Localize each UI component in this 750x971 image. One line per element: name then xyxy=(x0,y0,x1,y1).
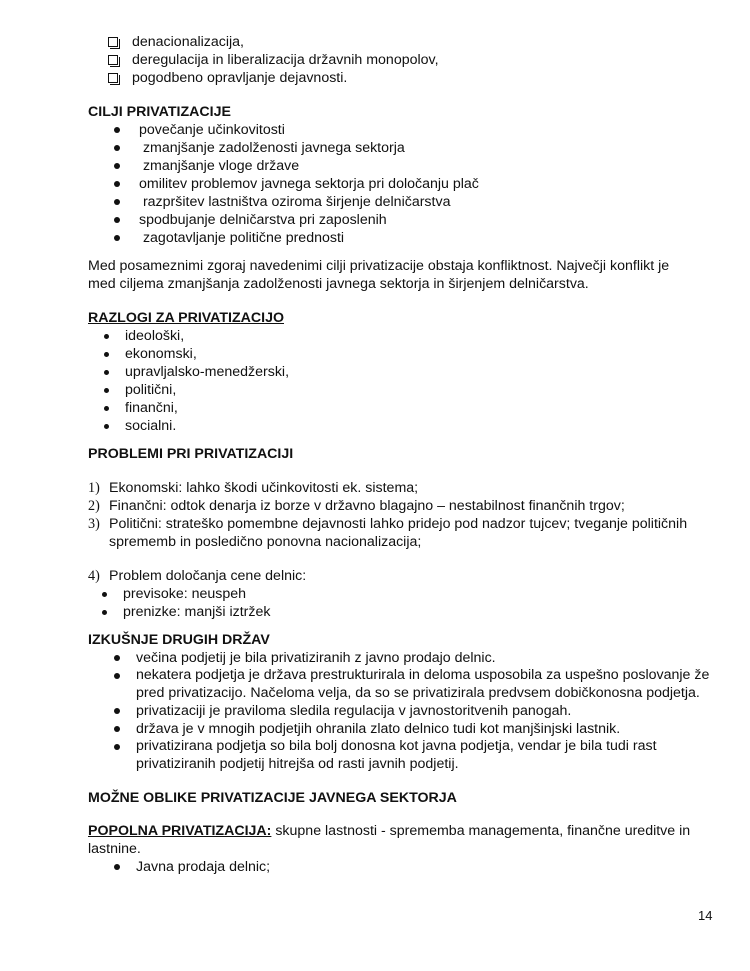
bullet-icon xyxy=(104,334,109,339)
bullet-icon xyxy=(114,673,120,679)
paragraph-popolna: POPOLNA PRIVATIZACIJA: skupne lastnosti - sprememba managementa, finančne ureditve in lastnine. xyxy=(88,823,691,857)
bullet-icon xyxy=(102,592,107,597)
paragraph-line: med ciljema zmanjšanja zadolženosti javnega sektorja in širjenjem delničarstva. xyxy=(88,276,589,292)
page-number: 14 xyxy=(698,908,713,923)
list-item: povečanje učinkovitosti xyxy=(88,121,718,139)
document-page xyxy=(88,33,718,876)
numbered-item-continuation: sprememb in posledično ponovna nacionalizacija; xyxy=(109,534,422,550)
razlogi-list xyxy=(88,327,718,435)
section-heading-razlogi: RAZLOGI ZA PRIVATIZACIJO xyxy=(88,310,284,326)
checkbox-bullet-icon xyxy=(108,37,118,47)
list-item: država je v mnogih podjetjih ohranila zlato delnico tudi kot manjšinjski lastnik. xyxy=(88,720,718,738)
bullet-icon xyxy=(114,744,120,750)
bullet-icon xyxy=(102,610,107,615)
list-item: zagotavljanje politične prednosti xyxy=(88,229,718,247)
list-item: denacionalizacija, xyxy=(88,33,718,51)
list-item: prenizke: manjši iztržek xyxy=(88,603,718,621)
list-item: omilitev problemov javnega sektorja pri določanju plač xyxy=(88,175,718,193)
list-item: previsoke: neuspeh xyxy=(88,585,718,603)
bullet-icon xyxy=(114,127,120,133)
bullet-icon xyxy=(114,726,120,732)
bullet-icon xyxy=(114,235,120,241)
numbered-item: 4) Problem določanja cene delnic: xyxy=(88,568,307,584)
section-heading-izkusnje: IZKUŠNJE DRUGIH DRŽAV xyxy=(88,632,270,648)
intro-checklist xyxy=(88,33,718,87)
numbered-item: 3) Politični: strateško pomembne dejavnosti lahko pridejo pod nadzor tujcev; tveganje političnih xyxy=(88,516,688,532)
list-item: finančni, xyxy=(88,399,718,417)
list-item: Javna prodaja delnic; xyxy=(88,858,718,876)
section-heading-oblike: MOŽNE OBLIKE PRIVATIZACIJE JAVNEGA SEKTORJA xyxy=(88,790,457,806)
bullet-icon xyxy=(114,199,120,205)
list-item: spodbujanje delničarstva pri zaposlenih xyxy=(88,211,718,229)
bullet-icon xyxy=(114,655,120,661)
list-item: zmanjšanje vloge države xyxy=(88,157,718,175)
izkusnje-list xyxy=(88,649,718,773)
bullet-icon xyxy=(114,163,120,169)
list-item: upravljalsko-menedžerski, xyxy=(88,363,718,381)
section-heading-problemi: PROBLEMI PRI PRIVATIZACIJI xyxy=(88,446,294,462)
cilji-list xyxy=(88,121,718,247)
bullet-icon xyxy=(114,864,120,870)
checkbox-bullet-icon xyxy=(108,73,118,83)
paragraph-line: Med posameznimi zgoraj navedenimi cilji privatizacije obstaja konfliktnost. Največji konflikt je xyxy=(88,258,670,274)
bullet-icon xyxy=(104,388,109,393)
section-heading-cilji: CILJI PRIVATIZACIJE xyxy=(88,104,231,120)
list-item: politični, xyxy=(88,381,718,399)
list-item: privatizaciji je praviloma sledila regulacija v javnostoritvenih panogah. xyxy=(88,702,718,720)
list-item: ekonomski, xyxy=(88,345,718,363)
list-item: večina podjetij je bila privatiziranih z javno prodajo delnic. xyxy=(88,649,718,667)
problemi-list xyxy=(88,479,718,621)
numbered-item: 2) Finančni: odtok denarja iz borze v državno blagajno – nestabilnost finančnih trgov; xyxy=(88,498,625,514)
list-item: zmanjšanje zadolženosti javnega sektorja xyxy=(88,139,718,157)
list-item: nekatera podjetja je država prestrukturirala in deloma usposobila za uspešno poslovanje že pred privatizacijo. Načeloma velja, da so se privatizirala predvsem dobičkonosna podjetja. xyxy=(88,667,714,702)
checkbox-bullet-icon xyxy=(108,55,118,65)
bullet-icon xyxy=(104,370,109,375)
list-item: privatizirana podjetja so bila bolj donosna kot javna podjetja, vendar je bila tudi rast privatiziranih podjetij hitrejša od rasti javnih podjetij. xyxy=(88,738,714,773)
list-item: socialni. xyxy=(88,417,718,435)
bullet-icon xyxy=(104,424,109,429)
bullet-icon xyxy=(114,145,120,151)
list-item: ideološki, xyxy=(88,327,718,345)
numbered-item: 1) Ekonomski: lahko škodi učinkovitosti ek. sistema; xyxy=(88,480,419,496)
list-item: deregulacija in liberalizacija državnih monopolov, xyxy=(88,51,718,69)
bullet-icon xyxy=(114,181,120,187)
bullet-icon xyxy=(104,352,109,357)
bullet-icon xyxy=(114,708,120,714)
bullet-icon xyxy=(114,217,120,223)
list-item: pogodbeno opravljanje dejavnosti. xyxy=(88,69,718,87)
list-item: razpršitev lastništva oziroma širjenje delničarstva xyxy=(88,193,718,211)
bullet-icon xyxy=(104,406,109,411)
